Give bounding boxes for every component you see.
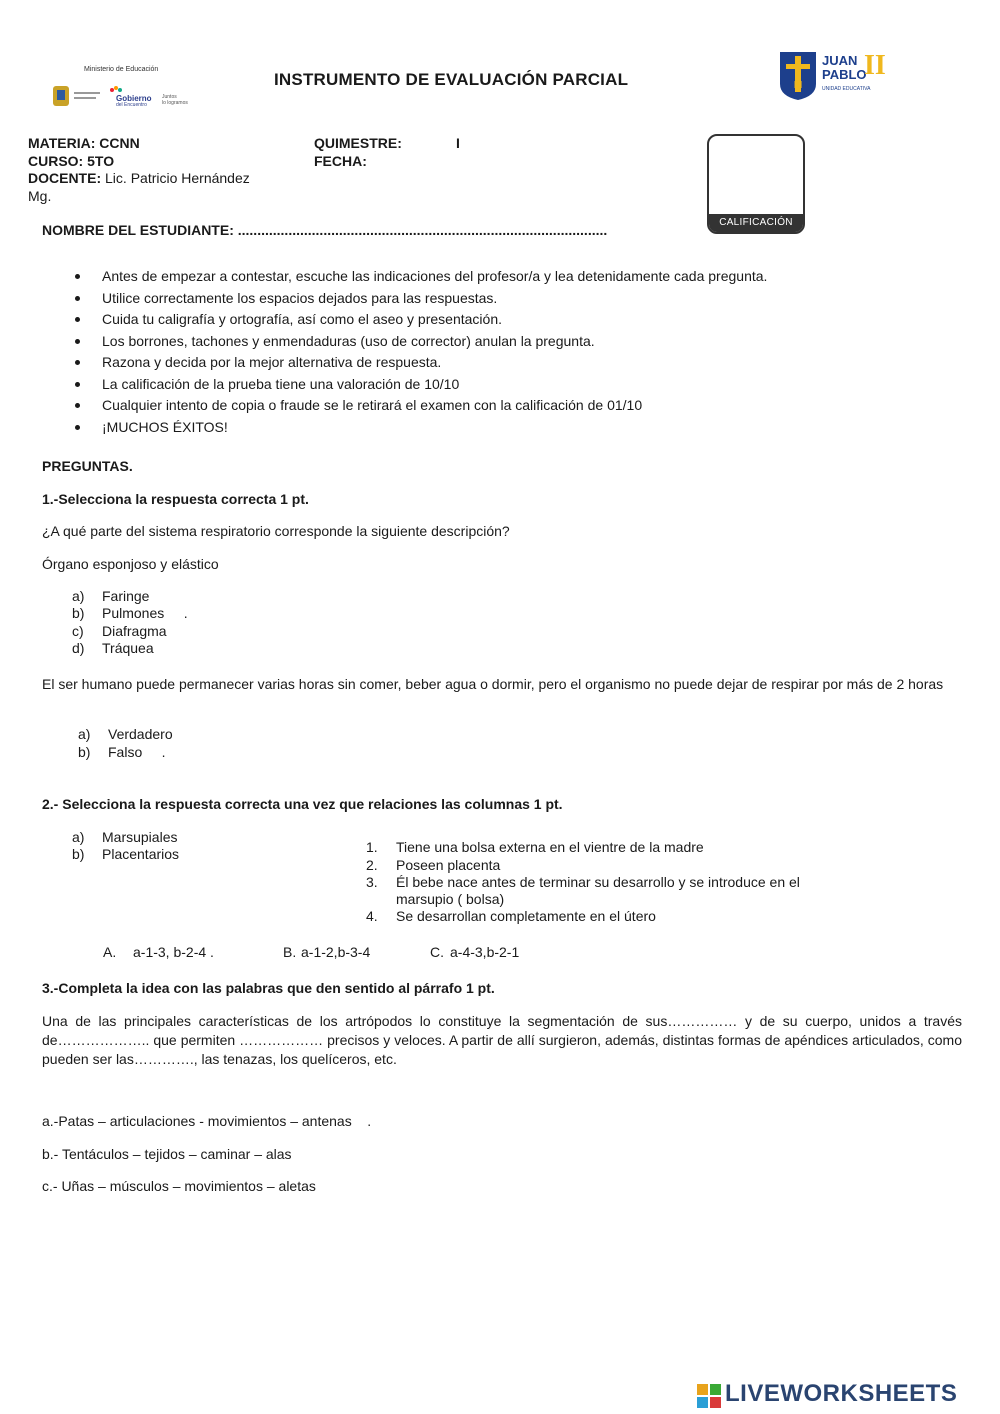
item-text: Tiene una bolsa externa en el vientre de la madre [396, 839, 704, 855]
gov-logo-text-2: del Encuentro [116, 102, 147, 108]
ministry-label: Ministerio de Educación [84, 66, 159, 73]
option-text: Falso . [108, 744, 166, 760]
q1-true-option[interactable] [78, 726, 173, 744]
q2-left-item-b [72, 846, 179, 864]
student-name-field[interactable]: NOMBRE DEL ESTUDIANTE: ............................................................................................... [42, 222, 608, 238]
school-logo-sub: UNIDAD EDUCATIVA [822, 86, 871, 92]
item-text: Poseen placenta [396, 857, 501, 873]
option-key: b) [72, 846, 85, 862]
q1-heading: 1.-Selecciona la respuesta correcta 1 pt. [42, 491, 309, 507]
instruction-item: Utilice correctamente los espacios dejados para las respuestas. [70, 288, 767, 310]
q3-option-a[interactable]: a.-Patas – articulaciones - movimientos – antenas . [42, 1113, 372, 1129]
gov-logo-slogan: Juntos [162, 94, 177, 100]
instruction-item: Razona y decida por la mejor alternativa de respuesta. [70, 352, 767, 374]
page-title: INSTRUMENTO DE EVALUACIÓN PARCIAL [274, 70, 629, 89]
grade-box[interactable] [707, 134, 805, 234]
school-logo-numeral: II [864, 50, 886, 81]
government-logo [52, 84, 192, 113]
answer-text: a-1-3, b-2-4 . [133, 944, 214, 960]
option-key: a) [72, 829, 85, 845]
option-key: c) [72, 623, 84, 639]
q2-right-item-3-cont [366, 891, 504, 909]
teacher-field [28, 170, 250, 186]
liveworksheets-badge-icon [697, 1384, 723, 1408]
q2-answer-a[interactable] [103, 944, 214, 962]
gov-logo-slogan-2: lo logramos [162, 100, 188, 106]
instruction-item: Cuida tu caligrafía y ortografía, así como el aseo y presentación. [70, 309, 767, 331]
school-logo-line2: PABLO [822, 67, 867, 82]
q3-option-b[interactable]: b.- Tentáculos – tejidos – caminar – alas [42, 1146, 292, 1162]
option-key: b) [72, 605, 85, 621]
option-text: Verdadero [108, 726, 173, 742]
q1-option-a[interactable] [72, 588, 149, 606]
instruction-item: Los borrones, tachones y enmendaduras (uso de corrector) anulan la pregunta. [70, 331, 767, 353]
q3-paragraph: Una de las principales características de los artrópodos lo constituye la segmentación de sus…………… y de su cuerpo, unidos a través de……………….. que permiten ……………… precisos y veloces. A partir de allí surgieron, además, distintas formas de apéndices articulados, como pueden ser las…………., las tenazas, los quelíceros, etc. [42, 1013, 962, 1067]
q2-answer-b[interactable] [283, 944, 370, 962]
course-label: CURSO: 5TO [28, 153, 115, 169]
q2-right-item-4 [366, 908, 656, 926]
option-text: Diafragma [102, 623, 167, 639]
instruction-item: La calificación de la prueba tiene una valoración de 10/10 [70, 374, 767, 396]
q1-statement: El ser humano puede permanecer varias horas sin comer, beber agua o dormir, pero el organismo no puede dejar de respirar por más de 2 horas [42, 676, 944, 692]
q1-description: Órgano esponjoso y elástico [42, 556, 219, 572]
subject-label: MATERIA: CCNN [28, 135, 140, 151]
item-text: Él bebe nace antes de terminar su desarrollo y se introduce en el [396, 874, 800, 890]
instruction-item: ¡MUCHOS ÉXITOS! [70, 417, 767, 439]
questions-heading: PREGUNTAS. [42, 458, 133, 474]
instructions-list [70, 266, 767, 438]
item-number: 3. [366, 874, 378, 890]
grade-label: CALIFICACIÓN [709, 214, 803, 232]
q3-option-c[interactable]: c.- Uñas – músculos – movimientos – aletas [42, 1178, 316, 1194]
svg-text:M: M [793, 80, 803, 91]
option-key: a) [72, 588, 85, 604]
option-text: Pulmones . [102, 605, 188, 621]
item-number: 1. [366, 839, 378, 855]
q2-right-item-2 [366, 857, 500, 875]
item-number: 4. [366, 908, 378, 924]
q2-answer-c[interactable] [430, 944, 519, 962]
q1-false-option[interactable] [78, 744, 166, 762]
q2-right-item-1 [366, 839, 704, 857]
answer-key: C. [430, 944, 444, 960]
instruction-item: Cualquier intento de copia o fraude se le retirará el examen con la calificación de 01/10 [70, 395, 767, 417]
item-text: Se desarrollan completamente en el útero [396, 908, 656, 924]
q1-prompt: ¿A qué parte del sistema respiratorio corresponde la siguiente descripción? [42, 523, 510, 539]
quimestre-label: QUIMESTRE: [314, 135, 402, 151]
teacher-value-line2: Mg. [28, 188, 52, 204]
date-label: FECHA: [314, 153, 367, 169]
answer-key: A. [103, 944, 117, 960]
answer-text: a-4-3,b-2-1 [450, 944, 520, 960]
instruction-item: Antes de empezar a contestar, escuche las indicaciones del profesor/a y lea detenidamente cada pregunta. [70, 266, 767, 288]
school-logo [778, 50, 886, 105]
option-text: Placentarios [102, 846, 180, 862]
q1-option-b[interactable] [72, 605, 188, 623]
q2-heading: 2.- Selecciona la respuesta correcta una vez que relaciones las columnas 1 pt. [42, 796, 563, 812]
option-text: Faringe [102, 588, 150, 604]
item-text: marsupio ( bolsa) [396, 891, 505, 907]
school-logo-line1: JUAN [822, 53, 858, 68]
option-text: Marsupiales [102, 829, 178, 845]
option-key: d) [72, 640, 85, 656]
item-number: 2. [366, 857, 378, 873]
quimestre-value: I [456, 135, 460, 151]
q3-heading: 3.-Completa la idea con las palabras que den sentido al párrafo 1 pt. [42, 980, 495, 996]
q2-left-item-a [72, 829, 177, 847]
teacher-label: DOCENTE: [28, 170, 102, 186]
option-key: b) [78, 744, 91, 760]
q1-option-c[interactable] [72, 623, 167, 641]
answer-text: a-1-2,b-3-4 [301, 944, 371, 960]
school-shield-icon [778, 50, 818, 102]
brand-name: LIVEWORKSHEETS [725, 1380, 958, 1407]
gov-logo-text: Gobierno [116, 94, 152, 103]
teacher-value: Lic. Patricio Hernández [105, 170, 250, 186]
option-key: a) [78, 726, 91, 742]
q2-right-item-3 [366, 874, 800, 892]
option-text: Tráquea [102, 640, 154, 656]
q1-option-d[interactable] [72, 640, 154, 658]
answer-key: B. [283, 944, 297, 960]
